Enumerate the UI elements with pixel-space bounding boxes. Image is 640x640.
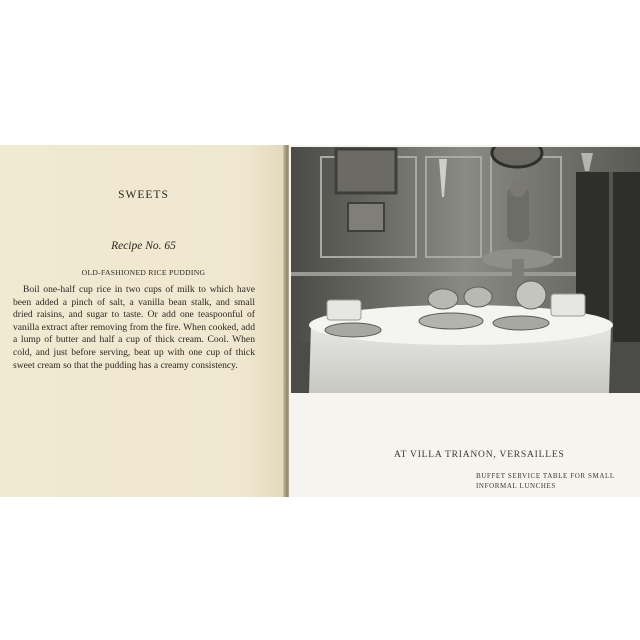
recipe-text: Boil one-half cup rice in two cups of milk to which have been added a pinch of salt, a vanilla bean stalk, and small dried raisins, and sugar to taste. Or add one teaspoonful of vanilla extract after removing from the fire. When cooked, add a lump of butter and half a cup of thick cream. Cool. When cold, and just before serving, beat up with one cup of thick sweet cream so that the pudding has a creamy consistency. — [13, 284, 255, 371]
recipe-number: Recipe No. 65 — [111, 240, 176, 252]
caption-subtitle: BUFFET SERVICE TABLE FOR SMALL INFORMAL LUNCHES — [476, 472, 615, 490]
recipe-title: OLD-FASHIONED RICE PUDDING — [81, 268, 206, 277]
left-page — [0, 145, 287, 497]
buffet-table-photo — [291, 147, 640, 393]
section-title: SWEETS — [118, 189, 169, 201]
caption-title: AT VILLA TRIANON, VERSAILLES — [394, 450, 565, 460]
